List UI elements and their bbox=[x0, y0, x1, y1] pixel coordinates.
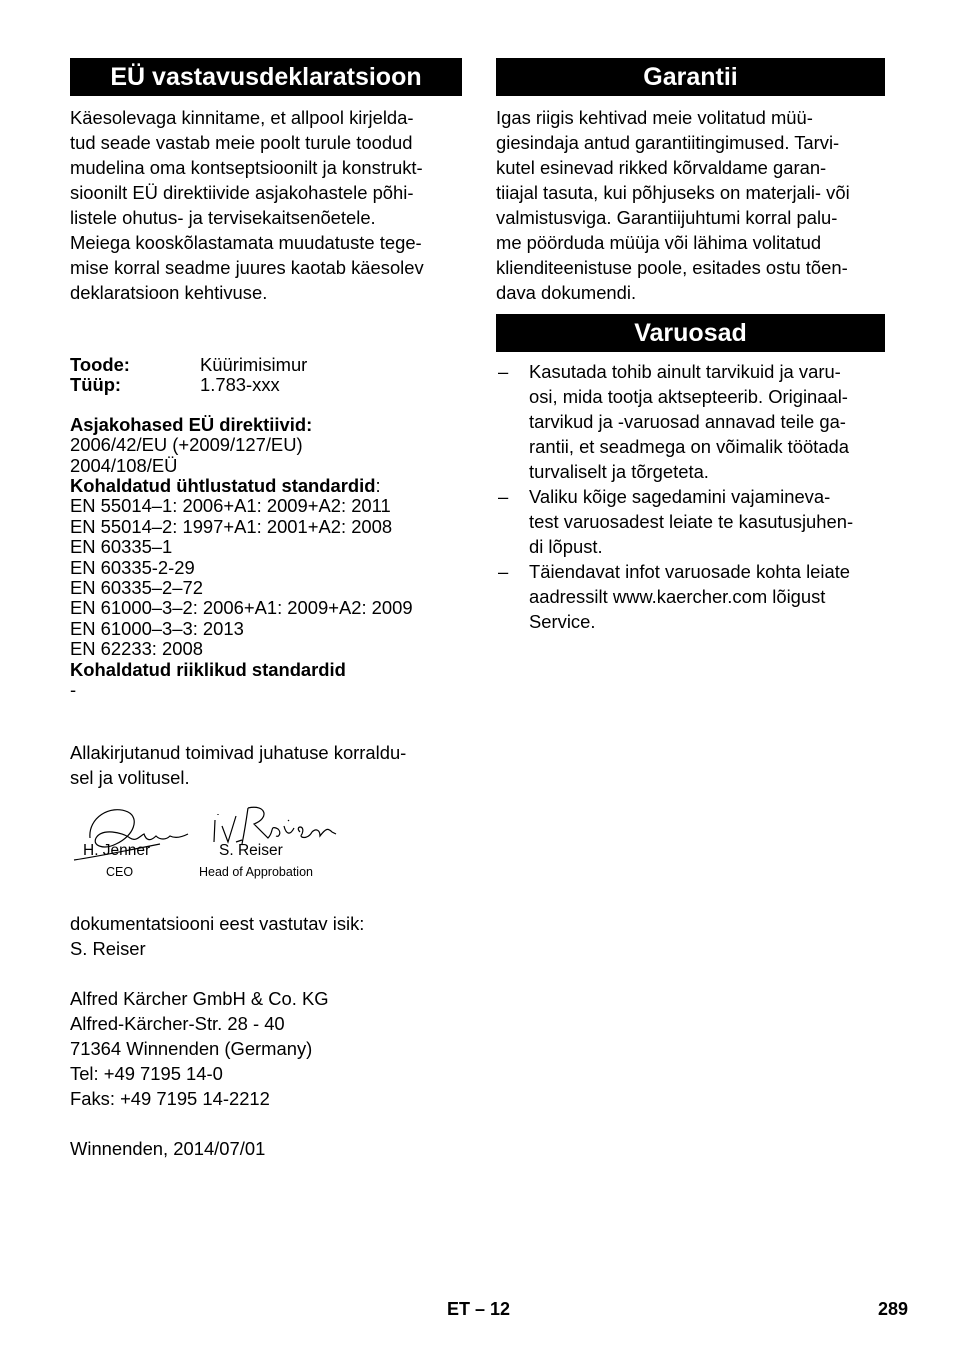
address-line: Faks: +49 7195 14-2212 bbox=[70, 1087, 270, 1109]
directive-item: 2006/42/EU (+2009/127/EU) bbox=[70, 434, 303, 456]
declaration-column bbox=[70, 58, 462, 1161]
warranty-line: klienditeenistuse poole, esitades ostu tõen- bbox=[496, 257, 848, 278]
signatory2-role: Head of Approbation bbox=[199, 864, 313, 879]
standard-item: EN 60335-2-29 bbox=[70, 556, 195, 578]
signatory2-name: S. Reiser bbox=[219, 841, 283, 859]
intro-line: Meiega kooskõlastamata muudatuste tege- bbox=[70, 232, 422, 253]
type-label: Tüüp: bbox=[70, 374, 122, 396]
parts-list-item bbox=[496, 484, 885, 559]
harmonized-standards-heading bbox=[70, 476, 462, 496]
standards-block bbox=[70, 415, 462, 701]
national-standards-heading: Kohaldatud riiklikud standardid bbox=[70, 658, 346, 680]
parts-list bbox=[496, 359, 885, 634]
place-date: Winnenden, 2014/07/01 bbox=[70, 1137, 266, 1159]
address-line: 71364 Winnenden (Germany) bbox=[70, 1037, 313, 1059]
parts-line: di lõpust. bbox=[529, 536, 603, 557]
address-line: Alfred Kärcher GmbH & Co. KG bbox=[70, 987, 329, 1009]
parts-line: – Kasutada tohib ainult tarvikuid ja varu- bbox=[529, 361, 841, 382]
page-number: 289 bbox=[878, 1299, 909, 1319]
standard-item: EN 62233: 2008 bbox=[70, 638, 203, 660]
signed-statement bbox=[70, 740, 462, 790]
intro-line: mise korral seadme juures kaotab käesolev bbox=[70, 257, 424, 278]
declaration-heading: EÜ vastavusdeklaratsioon bbox=[70, 58, 462, 96]
signatory1-name: H. Jenner bbox=[83, 841, 151, 859]
intro-line: Käesolevaga kinnitame, et allpool kirjelda- bbox=[70, 107, 414, 128]
directive-item: 2004/108/EÜ bbox=[70, 454, 178, 476]
warranty-text bbox=[496, 105, 885, 305]
national-standards-value: - bbox=[70, 679, 77, 701]
parts-list-item bbox=[496, 559, 885, 634]
intro-line: tud seade vastab meie poolt turule toodud bbox=[70, 132, 413, 153]
intro-line: deklaratsioon kehtivuse. bbox=[70, 282, 268, 303]
warranty-line: kutel esinevad rikked kõrvaldame garan- bbox=[496, 157, 827, 178]
signed-line: Allakirjutanud toimivad juhatuse korraldu- bbox=[70, 741, 407, 763]
warranty-heading: Garantii bbox=[496, 58, 885, 96]
type-value: 1.783-xxx bbox=[200, 374, 280, 396]
standard-item: EN 60335–1 bbox=[70, 536, 173, 558]
product-value: Küürimisimur bbox=[200, 354, 308, 375]
parts-line: aadressilt www.kaercher.com lõigust bbox=[529, 586, 826, 607]
product-info bbox=[70, 355, 462, 396]
standard-item: EN 55014–2: 1997+A1: 2001+A2: 2008 bbox=[70, 515, 393, 537]
responsible-name: S. Reiser bbox=[70, 937, 146, 959]
parts-line: tarvikud ja -varuosad annavad teile ga- bbox=[529, 411, 846, 432]
address-line: Alfred-Kärcher-Str. 28 - 40 bbox=[70, 1012, 285, 1034]
product-label: Toode: bbox=[70, 354, 130, 375]
parts-line: osi, mida tootja aktsepteerib. Originaal- bbox=[529, 386, 848, 407]
warranty-line: Igas riigis kehtivad meie volitatud müü- bbox=[496, 107, 813, 128]
warranty-line: giesindaja antud garantiitingimused. Tarvi- bbox=[496, 132, 840, 153]
type-row bbox=[70, 375, 462, 395]
signatory1-role: CEO bbox=[106, 864, 134, 879]
footer-section: ET bbox=[447, 1299, 471, 1319]
standard-item: EN 55014–1: 2006+A1: 2009+A2: 2011 bbox=[70, 495, 391, 517]
standard-item: EN 61000–3–3: 2013 bbox=[70, 617, 244, 639]
parts-line: Service. bbox=[529, 611, 596, 632]
parts-line: – Valiku kõige sagedamini vajamineva- bbox=[529, 486, 831, 507]
intro-line: listele ohutus- ja tervisekaitsenõetele. bbox=[70, 207, 376, 228]
directives-heading: Asjakohased EÜ direktiivid: bbox=[70, 413, 313, 435]
warranty-line: tiiajal tasuta, kui põhjuseks on materjali- või bbox=[496, 182, 850, 203]
warranty-line: me pöörduda müüja või lähima volitatud bbox=[496, 232, 822, 253]
intro-line: sioonilt EÜ direktiivide asjakohastele põhi- bbox=[70, 182, 414, 203]
product-row bbox=[70, 355, 462, 375]
footer-page-in-section: – 12 bbox=[475, 1299, 511, 1319]
warranty-line: dava dokumendi. bbox=[496, 282, 637, 303]
declaration-intro bbox=[70, 105, 462, 305]
address-line: Tel: +49 7195 14-0 bbox=[70, 1062, 223, 1084]
parts-line: rantii, et seadmega on võimalik töötada bbox=[529, 436, 849, 457]
parts-line: turvaliselt ja tõrgeteta. bbox=[529, 461, 709, 482]
company-address bbox=[70, 986, 462, 1111]
responsible-label: dokumentatsiooni eest vastutav isik: bbox=[70, 912, 365, 934]
signed-line: sel ja volitusel. bbox=[70, 766, 190, 788]
responsible-person bbox=[70, 911, 462, 961]
standard-item: EN 61000–3–2: 2006+A1: 2009+A2: 2009 bbox=[70, 597, 413, 619]
parts-line: test varuosadest leiate te kasutusjuhen- bbox=[529, 511, 854, 532]
signature-block bbox=[70, 798, 462, 901]
parts-line: – Täiendavat infot varuosade kohta leiate bbox=[529, 561, 851, 582]
parts-heading: Varuosad bbox=[496, 314, 885, 352]
standard-item: EN 60335–2–72 bbox=[70, 577, 203, 599]
reiser-signature bbox=[214, 807, 336, 844]
warranty-parts-column bbox=[496, 58, 885, 634]
parts-list-item bbox=[496, 359, 885, 484]
intro-line: mudelina oma kontseptsioonilt ja konstrukt- bbox=[70, 157, 423, 178]
harmonized-colon: : bbox=[375, 475, 381, 497]
page-footer-section bbox=[447, 1299, 510, 1320]
harmonized-heading-text: Kohaldatud ühtlustatud standardid bbox=[70, 475, 376, 497]
warranty-line: valmistusviga. Garantiijuhtumi korral palu- bbox=[496, 207, 838, 228]
